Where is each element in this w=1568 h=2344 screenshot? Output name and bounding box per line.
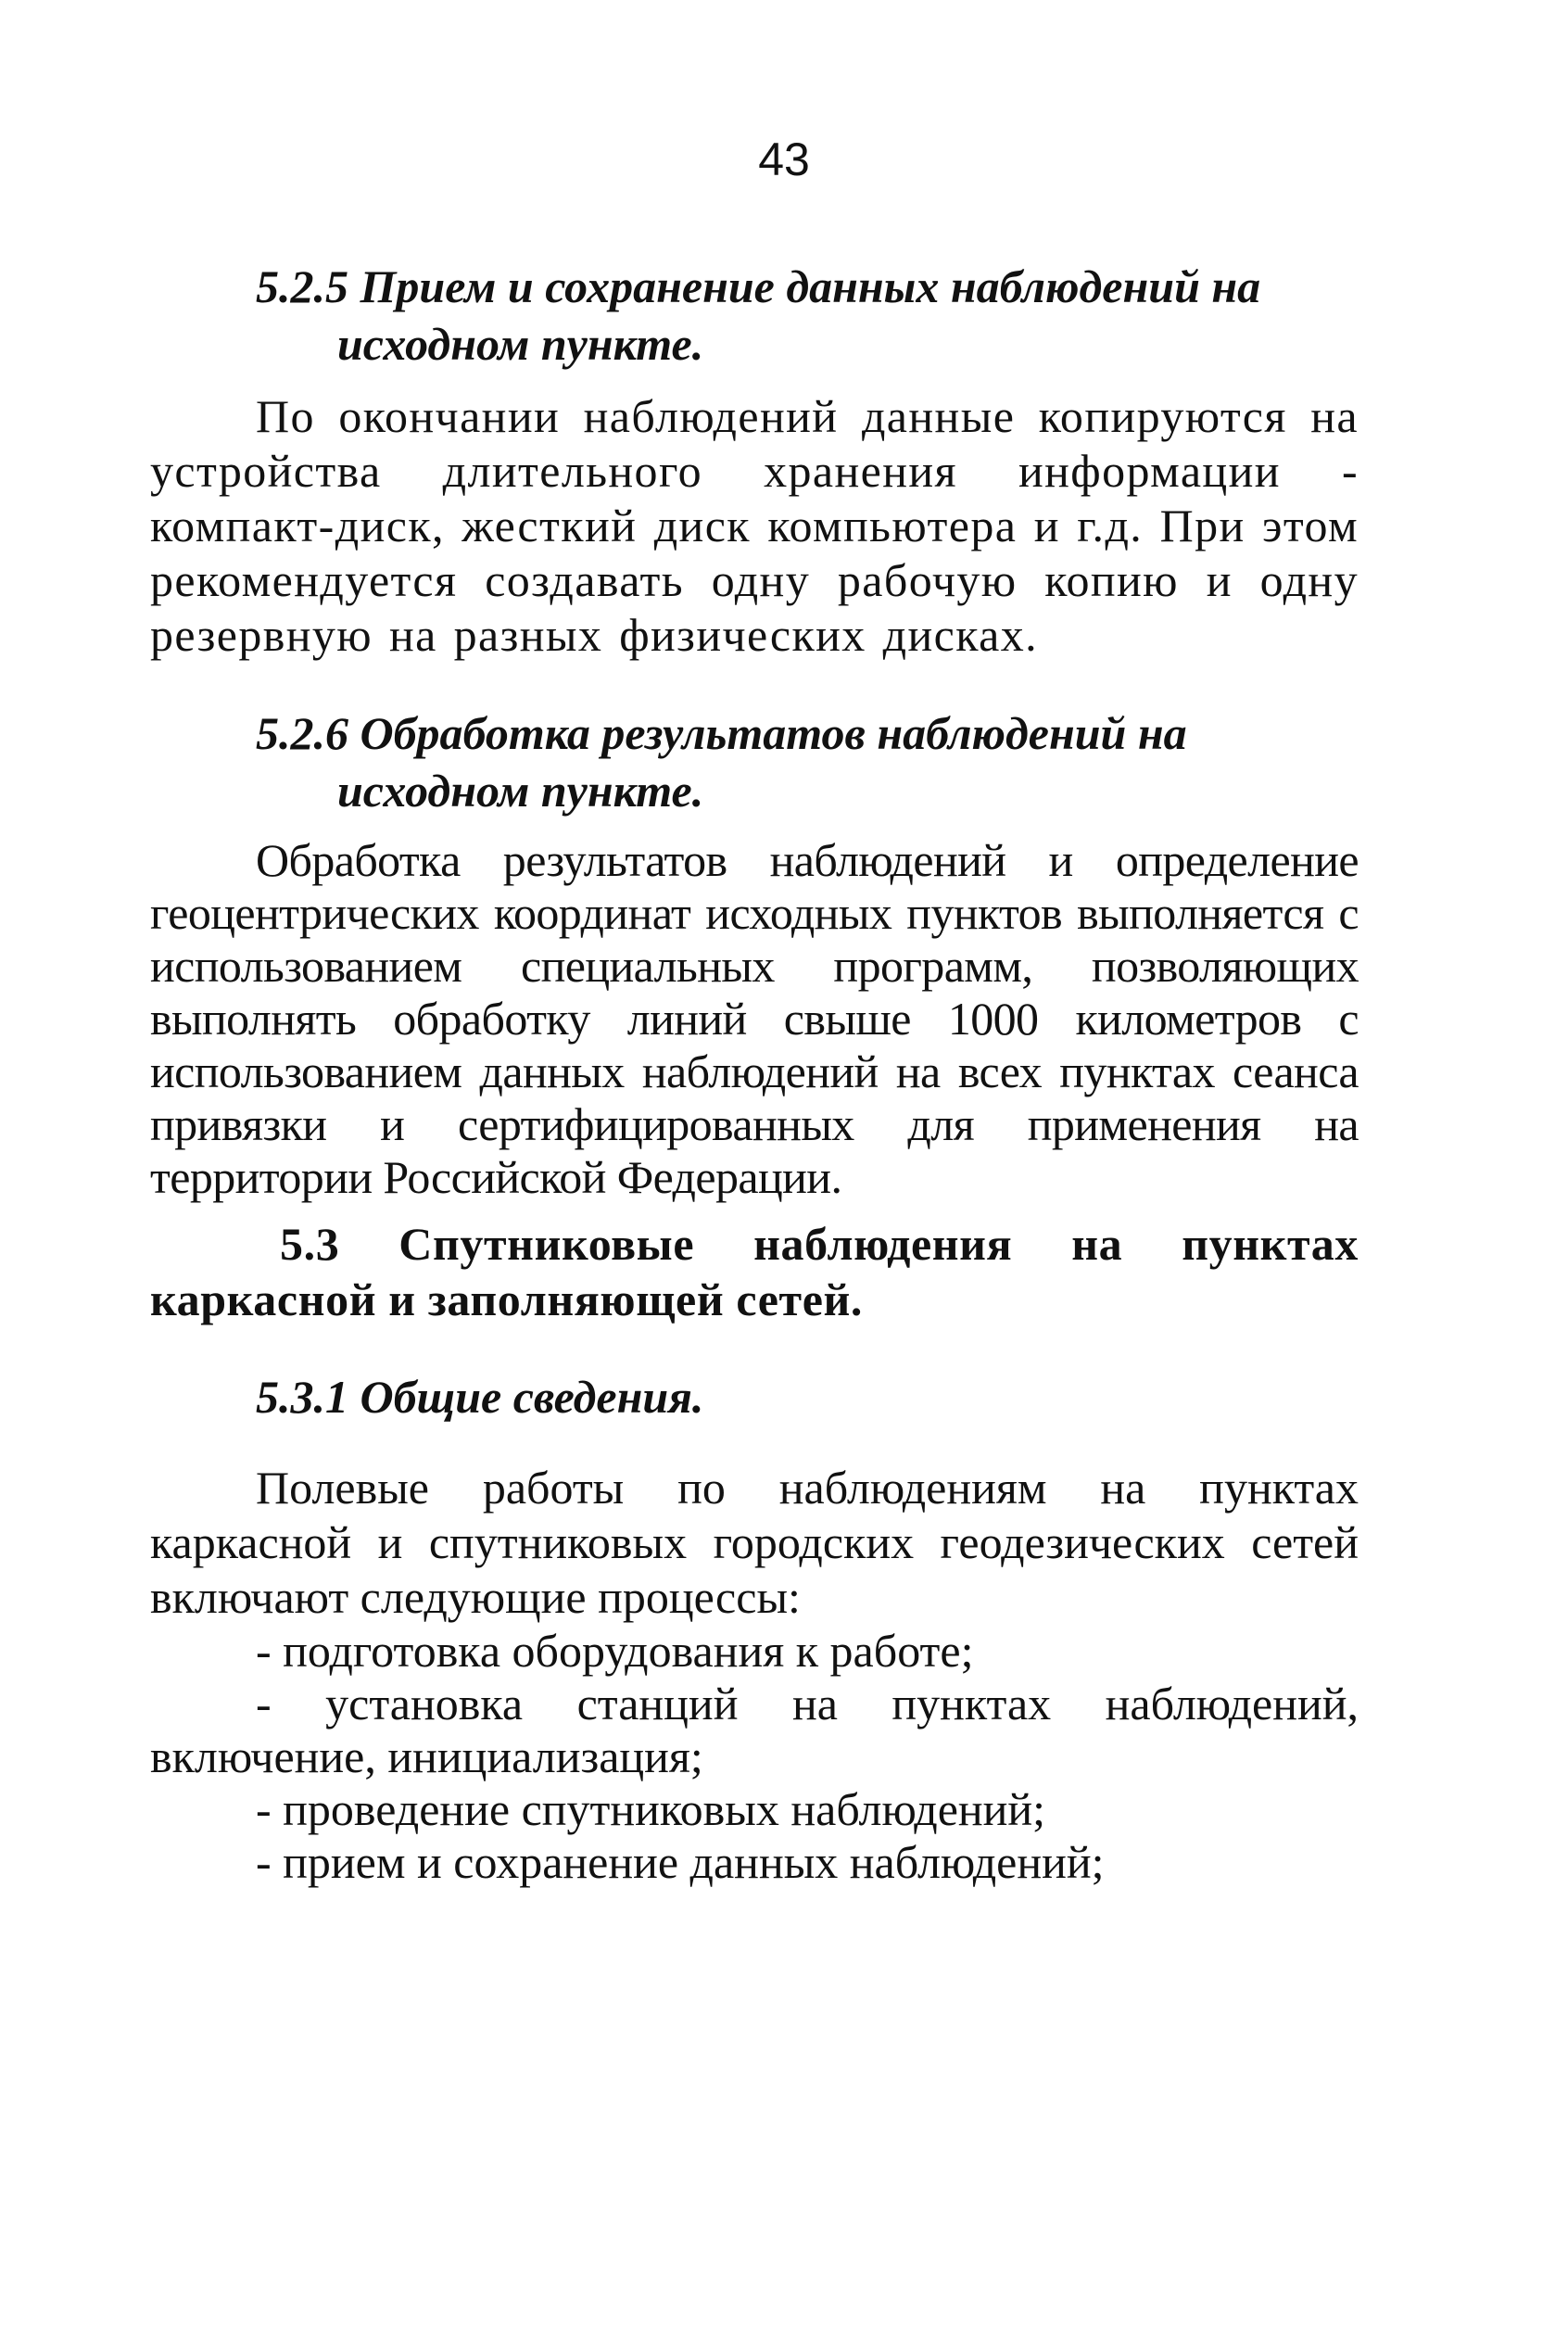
heading-line: 5.2.6 Обработка результатов наблюдений на: [256, 707, 1187, 759]
list-item: - проведение спутниковых наблюдений;: [256, 1783, 1046, 1835]
section-5-2-5-heading: [150, 258, 1359, 373]
list-item: - установка станций на пунктах наблюдений, включение, инициализация;: [150, 1678, 1359, 1782]
section-5-2-6-heading: [150, 704, 1359, 819]
section-5-3-1-intro: Полевые работы по наблюдениям на пунктах каркасной и спутниковых городских геодезических сетей включают следующие процессы:: [150, 1462, 1359, 1623]
section-5-2-6-paragraph: Обработка результатов наблюдений и определение геоцентрических координат исходных пунктов выполняется с использованием специальных программ, позволяющих выполнять обработку линий свыше 1000 километров с использованием данных наблюдений на всех пунктах сеанса привязки и сертифицированных для применения на территории Российской Федерации.: [150, 834, 1359, 1203]
list-item: - прием и сохранение данных наблюдений;: [256, 1836, 1105, 1888]
section-5-2-6-body: [150, 834, 1359, 1204]
heading-line: 5.2.5 Прием и сохранение данных наблюдений на: [256, 260, 1261, 312]
section-5-3: [150, 1216, 1359, 1327]
section-5-2-5: [150, 258, 1359, 373]
section-5-3-1: [150, 1368, 1359, 1425]
page-number: 43: [758, 133, 810, 185]
section-5-3-heading: 5.3 Спутниковые наблюдения на пунктах каркасной и заполняющей сетей.: [150, 1218, 1359, 1325]
heading-line: исходном пункте.: [337, 318, 704, 370]
section-5-3-1-body: [150, 1461, 1359, 1889]
section-5-2-5-paragraph: По окончании наблюдений данные копируются на устройства длительного хранения информации - компакт-диск, жесткий диск компьютера и г.д. При этом рекомендуется создавать одну рабочую копию и одну резервную на разных физических дисках.: [150, 390, 1359, 661]
section-5-2-5-body: [150, 389, 1359, 663]
section-5-3-1-heading: 5.3.1 Общие сведения.: [256, 1371, 704, 1423]
heading-line: исходном пункте.: [337, 765, 704, 817]
list-item: - подготовка оборудования к работе;: [256, 1625, 974, 1677]
section-5-2-6: [150, 704, 1359, 819]
process-list: [150, 1625, 1359, 1889]
